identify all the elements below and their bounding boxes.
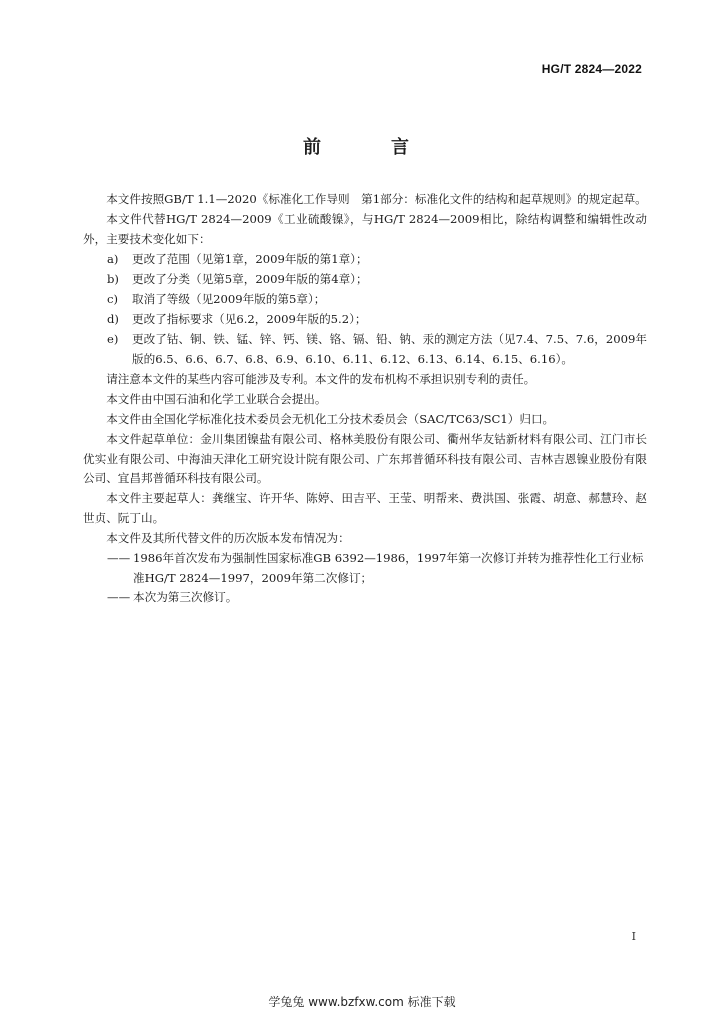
dash-marker: —— (107, 551, 131, 566)
paragraph-drafting-units: 本文件起草单位：金川集团镍盐有限公司、格林美股份有限公司、衢州华友钴新材料有限公司、江门市长优实业有限公司、中海油天津化工研究设计院有限公司、广东邦普循环科技有限公司、吉林吉恩镍业股份有限公司、宜昌邦普循环科技有限公司。 (83, 432, 647, 486)
page-number: I (631, 930, 636, 943)
standard-code: HG/T 2824—2022 (541, 62, 642, 76)
list-item (83, 330, 647, 369)
footer-watermark: 学兔兔 www.bzfxw.com 标准下载 (268, 995, 456, 1009)
paragraph-patent-notice: 请注意本文件的某些内容可能涉及专利。本文件的发布机构不承担识别专利的责任。 (106, 371, 536, 386)
list-marker: a) (107, 251, 119, 266)
list-marker: d) (107, 312, 119, 327)
list-item-text: 更改了范围（见第1章，2009年版的第1章）； (132, 251, 368, 266)
history-item-text: 1986年首次发布为强制性国家标准GB 6392—1986，1997年第一次修订并转为推荐性化工行业标准HG/T 2824—1997，2009年第二次修订； (133, 551, 644, 585)
list-item (83, 250, 647, 270)
history-item-text: 本次为第三次修订。 (133, 590, 238, 605)
paragraph-history-intro: 本文件及其所代替文件的历次版本发布情况为： (106, 531, 350, 546)
list-item-text: 更改了钴、铜、铁、锰、锌、钙、镁、铬、镉、铅、钠、汞的测定方法（见7.4、7.5、7.6，2009年版的6.5、6.6、6.7、6.8、6.9、6.10、6.11、6.12、6.13、6.14、6.15、6.16）。 (132, 332, 647, 366)
list-item-text: 更改了指标要求（见6.2，2009年版的5.2）； (132, 312, 367, 327)
document-body (83, 190, 647, 608)
history-item (83, 549, 647, 588)
list-marker: c) (107, 291, 119, 306)
list-item-text: 更改了分类（见第5章，2009年版的第4章）； (132, 271, 368, 286)
list-item-text: 取消了等级（见2009年版的第5章）； (132, 291, 326, 306)
list-marker: b) (107, 271, 119, 286)
paragraph-replacement: 本文件代替HG/T 2824—2009《工业硫酸镍》，与HG/T 2824—2009相比，除结构调整和编辑性改动外，主要技术变化如下： (83, 212, 647, 246)
list-item (83, 310, 647, 330)
list-item (83, 270, 647, 290)
history-item (83, 588, 647, 608)
dash-marker: —— (107, 590, 131, 605)
list-marker: e) (107, 332, 119, 347)
paragraph-drafting-rules: 本文件按照GB/T 1.1—2020《标准化工作导则 第1部分：标准化文件的结构和起草规则》的规定起草。 (106, 192, 647, 206)
paragraph-committee: 本文件由全国化学标准化技术委员会无机化工分技术委员会（SAC/TC63/SC1）归口。 (106, 412, 555, 427)
page-title: 前 言 (303, 137, 435, 158)
paragraph-drafters: 本文件主要起草人：龚继宝、许开华、陈婷、田吉平、王莹、明帮来、费洪国、张霞、胡意、郝慧玲、赵世贞、阮丁山。 (83, 491, 647, 525)
list-item (83, 290, 647, 310)
paragraph-proposer: 本文件由中国石油和化学工业联合会提出。 (106, 391, 327, 406)
